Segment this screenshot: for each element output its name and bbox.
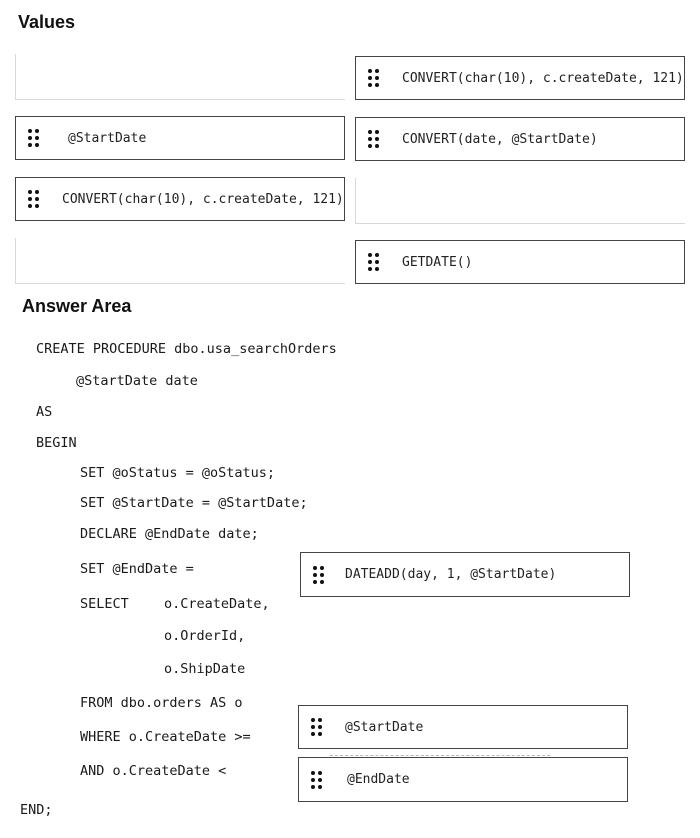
code-line: BEGIN [36, 435, 77, 451]
code-line: SET @oStatus = @oStatus; [80, 465, 276, 481]
code-line: AND o.CreateDate < [80, 763, 227, 779]
code-line: o.ShipDate [164, 661, 246, 677]
value-tile-label: CONVERT(char(10), c.createDate, 121) [402, 70, 684, 86]
value-tile-convert-date-startdate[interactable] [355, 117, 685, 161]
answer-slot-where[interactable] [298, 705, 628, 749]
code-line: o.CreateDate, [164, 596, 270, 612]
drag-handle-icon [368, 253, 378, 271]
code-line: FROM dbo.orders AS o [80, 695, 243, 711]
value-tile-getdate[interactable] [355, 240, 685, 284]
code-line: WHERE o.CreateDate >= [80, 729, 251, 745]
answer-slot-label: DATEADD(day, 1, @StartDate) [345, 567, 557, 582]
empty-value-slot [15, 238, 345, 284]
value-tile-label: @StartDate [68, 130, 147, 146]
divider [330, 755, 550, 756]
code-line: CREATE PROCEDURE dbo.usa_searchOrders [36, 341, 337, 357]
code-line: AS [36, 404, 53, 420]
code-line: DECLARE @EndDate date; [80, 526, 259, 542]
answer-slot-and[interactable] [298, 757, 628, 802]
code-line: END; [20, 802, 53, 818]
answer-slot-label: @StartDate [345, 719, 424, 735]
values-heading: Values [18, 12, 76, 32]
value-tile-startdate[interactable] [15, 116, 345, 160]
empty-value-slot [355, 178, 685, 224]
drag-handle-icon [311, 771, 321, 789]
drag-handle-icon [368, 69, 378, 87]
drag-handle-icon [28, 129, 38, 147]
code-line: SET @StartDate = @StartDate; [80, 495, 308, 511]
drag-handle-icon [313, 566, 323, 584]
code-line: SET @EndDate = [80, 561, 194, 577]
value-tile-label: CONVERT(char(10), c.createDate, 121) [62, 191, 344, 207]
value-tile-convert-char-createdate[interactable] [15, 177, 345, 221]
drag-handle-icon [28, 190, 38, 208]
empty-value-slot [15, 54, 345, 100]
answer-area-heading: Answer Area [22, 296, 132, 316]
code-line: o.OrderId, [164, 628, 246, 644]
code-line: SELECT [80, 596, 129, 612]
answer-slot-enddate[interactable] [300, 552, 630, 597]
value-tile-label: GETDATE() [402, 254, 473, 270]
answer-slot-label: @EndDate [347, 772, 410, 787]
drag-handle-icon [311, 718, 321, 736]
value-tile-convert-char-createdate[interactable] [355, 56, 685, 100]
value-tile-label: CONVERT(date, @StartDate) [402, 131, 598, 147]
code-line: @StartDate date [76, 373, 198, 389]
drag-handle-icon [368, 130, 378, 148]
